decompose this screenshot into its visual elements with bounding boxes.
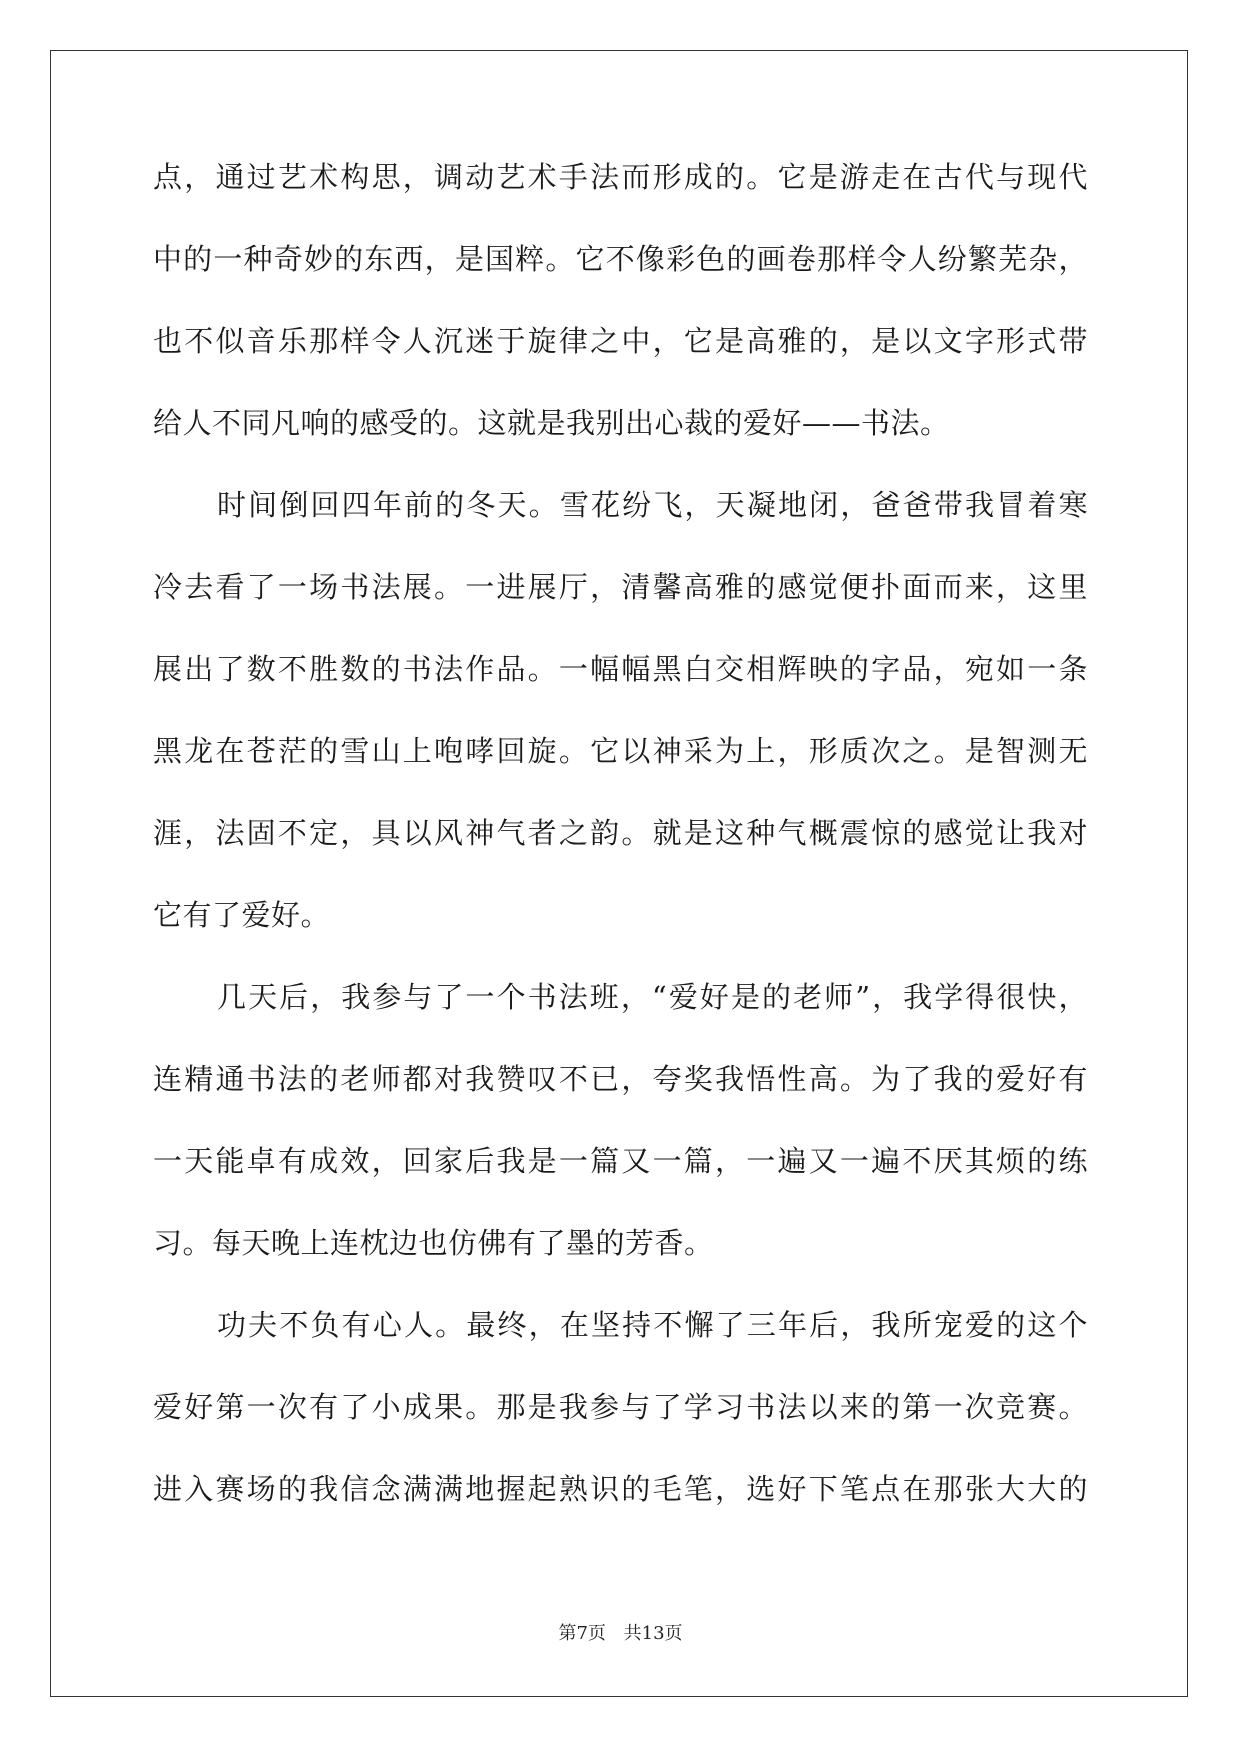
text-line: 涯，法固不定，具以风神气者之韵。就是这种气概震惊的感觉让我对 <box>153 816 1088 850</box>
text-line: 黑龙在苍茫的雪山上咆哮回旋。它以神采为上，形质次之。是智测无 <box>153 734 1088 768</box>
text-line: 中的一种奇妙的东西，是国粹。它不像彩色的画卷那样令人纷繁芜杂， <box>153 242 1088 276</box>
text-line: 点，通过艺术构思，调动艺术手法而形成的。它是游走在古代与现代 <box>153 160 1088 194</box>
text-line: 给人不同凡响的感受的。这就是我别出心裁的爱好——书法。 <box>153 406 950 440</box>
text-line: 进入赛场的我信念满满地握起熟识的毛笔，选好下笔点在那张大大的 <box>153 1472 1088 1506</box>
current-page-number: 第7页 <box>558 1623 606 1644</box>
text-line: 几天后，我参与了一个书法班，“爱好是的老师”，我学得很快， <box>217 980 1088 1014</box>
text-line: 习。每天晚上连枕边也仿佛有了墨的芳香。 <box>153 1226 714 1260</box>
page-footer <box>0 1619 1241 1645</box>
text-line: 冷去看了一场书法展。一进展厅，清馨高雅的感觉便扑面而来，这里 <box>153 570 1088 604</box>
text-line: 也不似音乐那样令人沉迷于旋律之中，它是高雅的，是以文字形式带 <box>153 324 1088 358</box>
text-line: 功夫不负有心人。最终，在坚持不懈了三年后，我所宠爱的这个 <box>217 1308 1088 1342</box>
text-line: 一天能卓有成效，回家后我是一篇又一篇，一遍又一遍不厌其烦的练 <box>153 1144 1088 1178</box>
total-page-count: 共13页 <box>623 1623 683 1644</box>
text-line: 连精通书法的老师都对我赞叹不已，夸奖我悟性高。为了我的爱好有 <box>153 1062 1088 1096</box>
text-line: 展出了数不胜数的书法作品。一幅幅黑白交相辉映的字品，宛如一条 <box>153 652 1088 686</box>
text-line: 时间倒回四年前的冬天。雪花纷飞，天凝地闭，爸爸带我冒着寒 <box>217 488 1088 522</box>
text-line: 爱好第一次有了小成果。那是我参与了学习书法以来的第一次竞赛。 <box>153 1390 1088 1424</box>
document-body <box>153 162 1088 1556</box>
text-line: 它有了爱好。 <box>153 898 331 932</box>
